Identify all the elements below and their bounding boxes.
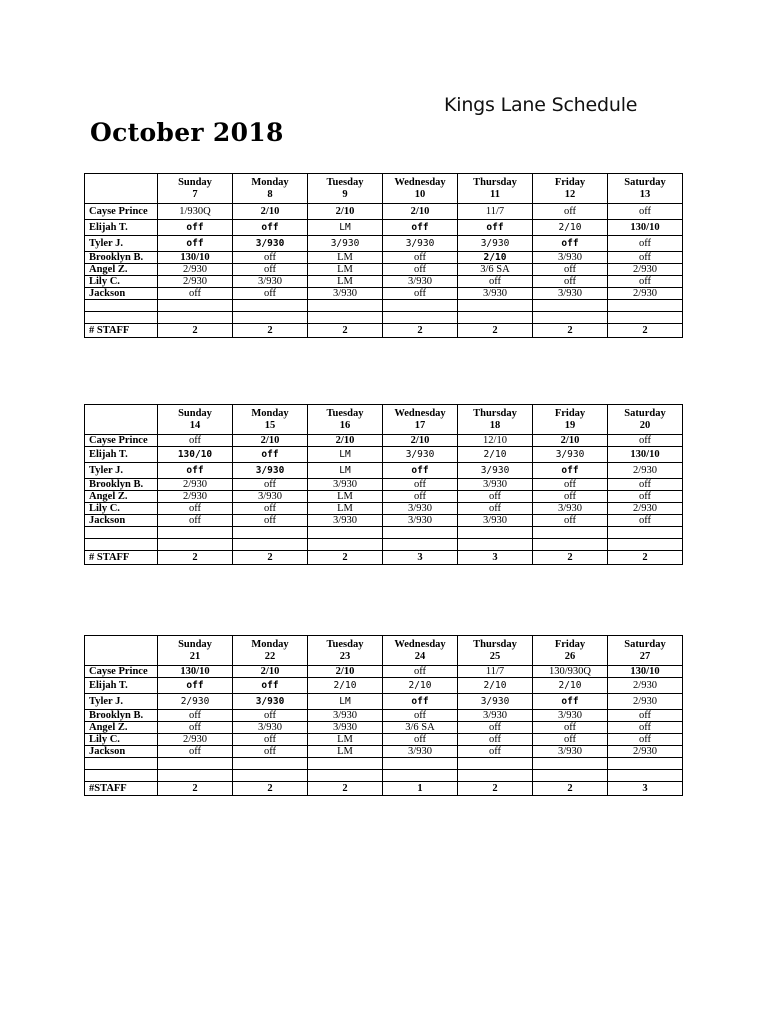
shift-cell: 3/930: [458, 710, 533, 722]
shift-cell: off: [233, 220, 308, 236]
shift-cell: 2/930: [158, 479, 233, 491]
shift-cell: 3/930: [383, 236, 458, 252]
table-row: [85, 204, 683, 220]
shift-cell: off: [158, 678, 233, 694]
shift-cell: 3/930: [308, 710, 383, 722]
shift-cell: 3/930: [383, 515, 458, 527]
shift-cell: 3/930: [308, 236, 383, 252]
shift-cell: 2/10: [233, 204, 308, 220]
day-header-wednesday: Wednesday 10: [383, 174, 458, 204]
shift-cell: off: [608, 734, 683, 746]
shift-cell: 130/10: [608, 220, 683, 236]
staff-count: 2: [233, 551, 308, 565]
shift-cell: off: [383, 264, 458, 276]
shift-cell: 2/930: [608, 694, 683, 710]
shift-cell: 2/930: [158, 276, 233, 288]
shift-cell: off: [533, 276, 608, 288]
week-table-2: [84, 404, 683, 565]
shift-cell: off: [608, 435, 683, 447]
shift-cell: 11/7: [458, 666, 533, 678]
shift-cell: LM: [308, 734, 383, 746]
shift-cell: off: [383, 288, 458, 300]
shift-cell: 2/10: [233, 435, 308, 447]
staff-count: 2: [308, 324, 383, 338]
shift-cell: off: [608, 479, 683, 491]
shift-cell: 130/10: [608, 447, 683, 463]
shift-cell: off: [233, 479, 308, 491]
shift-cell: 11/7: [458, 204, 533, 220]
table-row: [85, 722, 683, 734]
shift-cell: off: [233, 447, 308, 463]
shift-cell: LM: [308, 447, 383, 463]
shift-cell: off: [383, 479, 458, 491]
table-row: [85, 264, 683, 276]
shift-cell: 3/930: [458, 463, 533, 479]
blank-row: [85, 312, 683, 324]
staff-count-row: [85, 551, 683, 565]
table-row: [85, 734, 683, 746]
shift-cell: off: [533, 463, 608, 479]
shift-cell: off: [533, 694, 608, 710]
shift-cell: off: [533, 236, 608, 252]
shift-cell: off: [233, 288, 308, 300]
employee-name: Elijah T.: [85, 447, 158, 463]
shift-cell: off: [158, 503, 233, 515]
shift-cell: 2/10: [233, 666, 308, 678]
employee-name: Lily C.: [85, 734, 158, 746]
employee-name: Lily C.: [85, 503, 158, 515]
shift-cell: off: [233, 515, 308, 527]
header-row: [85, 405, 683, 435]
blank-row: [85, 758, 683, 770]
table-row: [85, 678, 683, 694]
employee-name: Elijah T.: [85, 678, 158, 694]
shift-cell: off: [158, 435, 233, 447]
week-table-1: [84, 173, 683, 338]
shift-cell: off: [158, 220, 233, 236]
shift-cell: off: [383, 491, 458, 503]
shift-cell: 3/930: [533, 288, 608, 300]
table-row: [85, 447, 683, 463]
month-title: October 2018: [90, 118, 284, 147]
shift-cell: off: [158, 746, 233, 758]
shift-cell: off: [383, 252, 458, 264]
shift-cell: off: [608, 276, 683, 288]
employee-name: Lily C.: [85, 276, 158, 288]
shift-cell: 3/930: [233, 694, 308, 710]
blank-row: [85, 300, 683, 312]
shift-cell: 3/930: [383, 276, 458, 288]
shift-cell: 3/930: [308, 722, 383, 734]
shift-cell: 3/930: [233, 491, 308, 503]
staff-count: 2: [233, 324, 308, 338]
shift-cell: off: [233, 734, 308, 746]
shift-cell: LM: [308, 463, 383, 479]
shift-cell: off: [158, 722, 233, 734]
day-header-sunday: Sunday 7: [158, 174, 233, 204]
shift-cell: off: [608, 710, 683, 722]
shift-cell: off: [158, 710, 233, 722]
shift-cell: off: [608, 491, 683, 503]
shift-cell: off: [458, 734, 533, 746]
shift-cell: 3/930: [533, 746, 608, 758]
employee-name: Elijah T.: [85, 220, 158, 236]
shift-cell: 3/930: [458, 515, 533, 527]
shift-cell: LM: [308, 491, 383, 503]
employee-name: Tyler J.: [85, 463, 158, 479]
shift-cell: 12/10: [458, 435, 533, 447]
shift-cell: 3/930: [233, 276, 308, 288]
shift-cell: 2/10: [308, 435, 383, 447]
day-header-thursday: Thursday 25: [458, 636, 533, 666]
shift-cell: off: [533, 479, 608, 491]
shift-cell: 2/930: [158, 694, 233, 710]
shift-cell: 2/930: [608, 678, 683, 694]
employee-name: Jackson: [85, 746, 158, 758]
day-header-saturday: Saturday 20: [608, 405, 683, 435]
shift-cell: 2/930: [608, 288, 683, 300]
employee-name: Cayse Prince: [85, 666, 158, 678]
shift-cell: 3/930: [383, 447, 458, 463]
shift-cell: off: [458, 746, 533, 758]
name-header-cell: [85, 405, 158, 435]
shift-cell: 2/10: [383, 678, 458, 694]
shift-cell: off: [458, 722, 533, 734]
shift-cell: 3/6 SA: [383, 722, 458, 734]
staff-count-row: [85, 782, 683, 796]
shift-cell: 130/930Q: [533, 666, 608, 678]
shift-cell: 2/930: [158, 491, 233, 503]
shift-cell: 2/930: [608, 746, 683, 758]
shift-cell: off: [458, 503, 533, 515]
shift-cell: 130/10: [158, 252, 233, 264]
shift-cell: 2/10: [533, 220, 608, 236]
shift-cell: 1/930Q: [158, 204, 233, 220]
day-header-tuesday: Tuesday 16: [308, 405, 383, 435]
shift-cell: off: [533, 491, 608, 503]
staff-count: 2: [458, 782, 533, 796]
day-header-wednesday: Wednesday 24: [383, 636, 458, 666]
employee-name: Angel Z.: [85, 722, 158, 734]
staff-label: # STAFF: [85, 551, 158, 565]
staff-count: 2: [158, 324, 233, 338]
day-header-sunday: Sunday 21: [158, 636, 233, 666]
employee-name: Jackson: [85, 515, 158, 527]
day-header-sunday: Sunday 14: [158, 405, 233, 435]
shift-cell: off: [533, 204, 608, 220]
staff-count: 2: [233, 782, 308, 796]
employee-name: Cayse Prince: [85, 435, 158, 447]
staff-count: 2: [533, 324, 608, 338]
employee-name: Jackson: [85, 288, 158, 300]
day-header-tuesday: Tuesday 23: [308, 636, 383, 666]
shift-cell: off: [383, 463, 458, 479]
shift-cell: 2/10: [458, 678, 533, 694]
day-header-friday: Friday 26: [533, 636, 608, 666]
table-row: [85, 236, 683, 252]
staff-count: 3: [458, 551, 533, 565]
shift-cell: 2/10: [308, 204, 383, 220]
shift-cell: 3/930: [308, 515, 383, 527]
shift-cell: 2/10: [458, 252, 533, 264]
shift-cell: off: [608, 236, 683, 252]
table-row: [85, 479, 683, 491]
table-row: [85, 515, 683, 527]
shift-cell: 3/930: [383, 746, 458, 758]
shift-cell: off: [533, 264, 608, 276]
shift-cell: 130/10: [158, 666, 233, 678]
shift-cell: 2/10: [308, 666, 383, 678]
table-row: [85, 503, 683, 515]
day-header-wednesday: Wednesday 17: [383, 405, 458, 435]
day-header-saturday: Saturday 27: [608, 636, 683, 666]
shift-cell: off: [533, 722, 608, 734]
staff-count-row: [85, 324, 683, 338]
shift-cell: LM: [308, 252, 383, 264]
shift-cell: 130/10: [608, 666, 683, 678]
table-row: [85, 746, 683, 758]
shift-cell: off: [158, 288, 233, 300]
shift-cell: off: [533, 734, 608, 746]
shift-cell: LM: [308, 503, 383, 515]
day-header-thursday: Thursday 11: [458, 174, 533, 204]
employee-name: Cayse Prince: [85, 204, 158, 220]
shift-cell: 2/10: [308, 678, 383, 694]
shift-cell: off: [533, 515, 608, 527]
shift-cell: 2/930: [608, 463, 683, 479]
day-header-friday: Friday 19: [533, 405, 608, 435]
table-row: [85, 666, 683, 678]
shift-cell: off: [458, 276, 533, 288]
staff-count: 2: [308, 551, 383, 565]
day-header-thursday: Thursday 18: [458, 405, 533, 435]
staff-count: 2: [533, 782, 608, 796]
day-header-saturday: Saturday 13: [608, 174, 683, 204]
week-table-3: [84, 635, 683, 796]
employee-name: Tyler J.: [85, 694, 158, 710]
shift-cell: off: [158, 236, 233, 252]
shift-cell: 3/930: [233, 722, 308, 734]
blank-row: [85, 770, 683, 782]
shift-cell: off: [608, 515, 683, 527]
shift-cell: off: [383, 734, 458, 746]
shift-cell: off: [233, 503, 308, 515]
name-header-cell: [85, 174, 158, 204]
day-header-friday: Friday 12: [533, 174, 608, 204]
staff-count: 2: [158, 551, 233, 565]
shift-cell: 2/10: [383, 435, 458, 447]
shift-cell: 3/6 SA: [458, 264, 533, 276]
staff-count: 2: [608, 324, 683, 338]
shift-cell: LM: [308, 276, 383, 288]
day-header-monday: Monday 8: [233, 174, 308, 204]
shift-cell: off: [458, 491, 533, 503]
table-row: [85, 491, 683, 503]
shift-cell: 2/930: [158, 264, 233, 276]
schedule-title: Kings Lane Schedule: [444, 94, 638, 116]
day-header-tuesday: Tuesday 9: [308, 174, 383, 204]
shift-cell: 2/930: [158, 734, 233, 746]
employee-name: Angel Z.: [85, 491, 158, 503]
staff-count: 3: [383, 551, 458, 565]
header-row: [85, 636, 683, 666]
shift-cell: off: [608, 204, 683, 220]
shift-cell: LM: [308, 746, 383, 758]
staff-count: 2: [458, 324, 533, 338]
shift-cell: off: [608, 722, 683, 734]
table-row: [85, 220, 683, 236]
shift-cell: off: [158, 463, 233, 479]
table-row: [85, 694, 683, 710]
employee-name: Angel Z.: [85, 264, 158, 276]
shift-cell: 3/930: [308, 288, 383, 300]
staff-label: #STAFF: [85, 782, 158, 796]
shift-cell: off: [383, 694, 458, 710]
shift-cell: 3/930: [533, 447, 608, 463]
table-row: [85, 463, 683, 479]
shift-cell: off: [383, 220, 458, 236]
shift-cell: 3/930: [458, 694, 533, 710]
shift-cell: off: [233, 746, 308, 758]
shift-cell: 3/930: [533, 252, 608, 264]
shift-cell: 2/10: [533, 435, 608, 447]
shift-cell: 3/930: [458, 288, 533, 300]
staff-count: 1: [383, 782, 458, 796]
shift-cell: 3/930: [533, 710, 608, 722]
shift-cell: off: [233, 710, 308, 722]
shift-cell: LM: [308, 264, 383, 276]
table-row: [85, 435, 683, 447]
day-header-monday: Monday 22: [233, 636, 308, 666]
staff-count: 2: [308, 782, 383, 796]
shift-cell: off: [608, 252, 683, 264]
shift-cell: 2/930: [608, 503, 683, 515]
day-header-monday: Monday 15: [233, 405, 308, 435]
blank-row: [85, 527, 683, 539]
shift-cell: 2/930: [608, 264, 683, 276]
staff-label: # STAFF: [85, 324, 158, 338]
shift-cell: LM: [308, 694, 383, 710]
table-row: [85, 252, 683, 264]
table-row: [85, 276, 683, 288]
employee-name: Tyler J.: [85, 236, 158, 252]
staff-count: 2: [383, 324, 458, 338]
blank-row: [85, 539, 683, 551]
name-header-cell: [85, 636, 158, 666]
shift-cell: off: [383, 666, 458, 678]
shift-cell: off: [158, 515, 233, 527]
shift-cell: 2/10: [383, 204, 458, 220]
shift-cell: off: [233, 252, 308, 264]
shift-cell: 2/10: [533, 678, 608, 694]
header-row: [85, 174, 683, 204]
staff-count: 2: [158, 782, 233, 796]
shift-cell: off: [383, 710, 458, 722]
employee-name: Brooklyn B.: [85, 479, 158, 491]
shift-cell: off: [233, 264, 308, 276]
employee-name: Brooklyn B.: [85, 710, 158, 722]
shift-cell: off: [233, 678, 308, 694]
staff-count: 2: [608, 551, 683, 565]
shift-cell: 3/930: [233, 463, 308, 479]
shift-cell: off: [458, 220, 533, 236]
table-row: [85, 288, 683, 300]
shift-cell: 2/10: [458, 447, 533, 463]
shift-cell: 3/930: [383, 503, 458, 515]
employee-name: Brooklyn B.: [85, 252, 158, 264]
shift-cell: LM: [308, 220, 383, 236]
staff-count: 3: [608, 782, 683, 796]
shift-cell: 3/930: [308, 479, 383, 491]
shift-cell: 130/10: [158, 447, 233, 463]
shift-cell: 3/930: [233, 236, 308, 252]
shift-cell: 3/930: [458, 479, 533, 491]
staff-count: 2: [533, 551, 608, 565]
shift-cell: 3/930: [533, 503, 608, 515]
table-row: [85, 710, 683, 722]
shift-cell: 3/930: [458, 236, 533, 252]
